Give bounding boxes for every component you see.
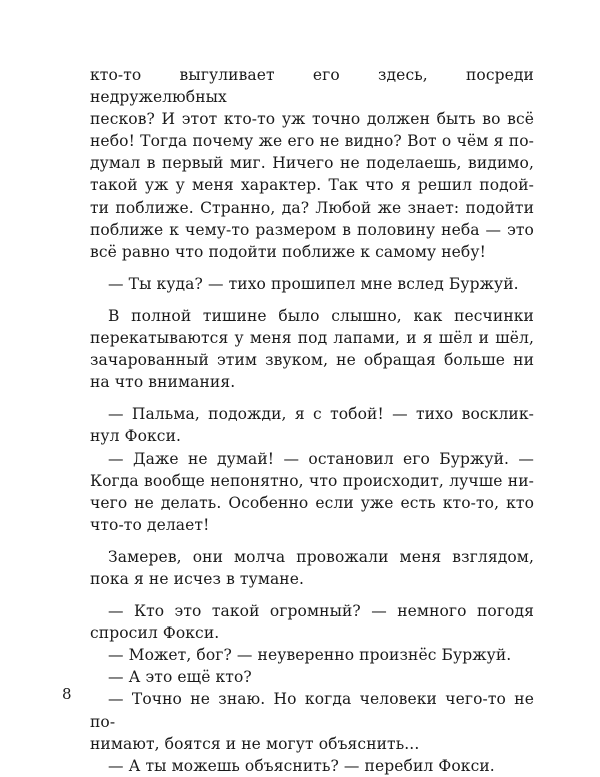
text-line: нул Фокси. [90, 427, 182, 446]
page-text [90, 64, 534, 777]
text-line: — Пальма, подожди, я с тобой! — тихо восклик- [108, 405, 534, 424]
text-line: думал в первый миг. Ничего не поделаешь, видимо, [90, 154, 534, 173]
paragraph [90, 600, 534, 777]
text-line: — А это ещё кто? [108, 668, 252, 687]
text-line: на что внимания. [90, 373, 236, 392]
text-line: что-то делает! [90, 515, 210, 534]
text-line: ти поближе. Странно, да? Любой же знает: подойти [90, 198, 534, 217]
text-line: спросил Фокси. [90, 624, 220, 643]
text-line: — Даже не думай! — остановил его Буржуй. — [108, 449, 534, 468]
paragraph [90, 273, 534, 295]
paragraph [90, 546, 534, 590]
text-line: В полной тишине было слышно, как песчинки [108, 306, 534, 325]
text-line: чего не делать. Особенно если уже есть кто-то, кто [90, 493, 534, 512]
text-line: Замерев, они молча провожали меня взглядом, [108, 547, 534, 566]
text-line: перекатываются у меня под лапами, и я шёл и шёл, [90, 329, 534, 348]
text-line: пока я не исчез в тумане. [90, 569, 305, 588]
text-line: кто-то выгуливает его здесь, посреди недружелюбных [90, 66, 534, 107]
paragraph [90, 305, 534, 393]
text-line: — Ты куда? — тихо прошипел мне вслед Буржуй. [108, 274, 519, 293]
paragraph [90, 64, 534, 263]
text-line: — Точно не знаю. Но когда человеки чего-то не по- [90, 690, 534, 731]
text-line: всё равно что подойти поближе к самому небу! [90, 242, 486, 261]
text-line: зачарованный этим звуком, не обращая больше ни [90, 351, 534, 370]
text-line: нимают, боятся и не могут объяснить... [90, 734, 420, 753]
text-line: небо! Тогда почему же его не видно? Вот о чём я по- [90, 132, 534, 151]
text-line: такой уж у меня характер. Так что я решил подой- [90, 176, 534, 195]
text-line: — А ты можешь объяснить? — перебил Фокси. [108, 756, 495, 775]
text-line: Когда вообще непонятно, что происходит, лучше ни- [90, 471, 534, 490]
text-line: поближе к чему-то размером в половину неба — это [90, 220, 534, 239]
text-line: песков? И этот кто-то уж точно должен быть во всё [90, 110, 534, 129]
text-line: — Кто это такой огромный? — немного погодя [108, 602, 534, 621]
text-line: — Может, бог? — неуверенно произнёс Буржуй. [108, 646, 512, 665]
page-number: 8 [62, 685, 72, 703]
paragraph [90, 403, 534, 536]
